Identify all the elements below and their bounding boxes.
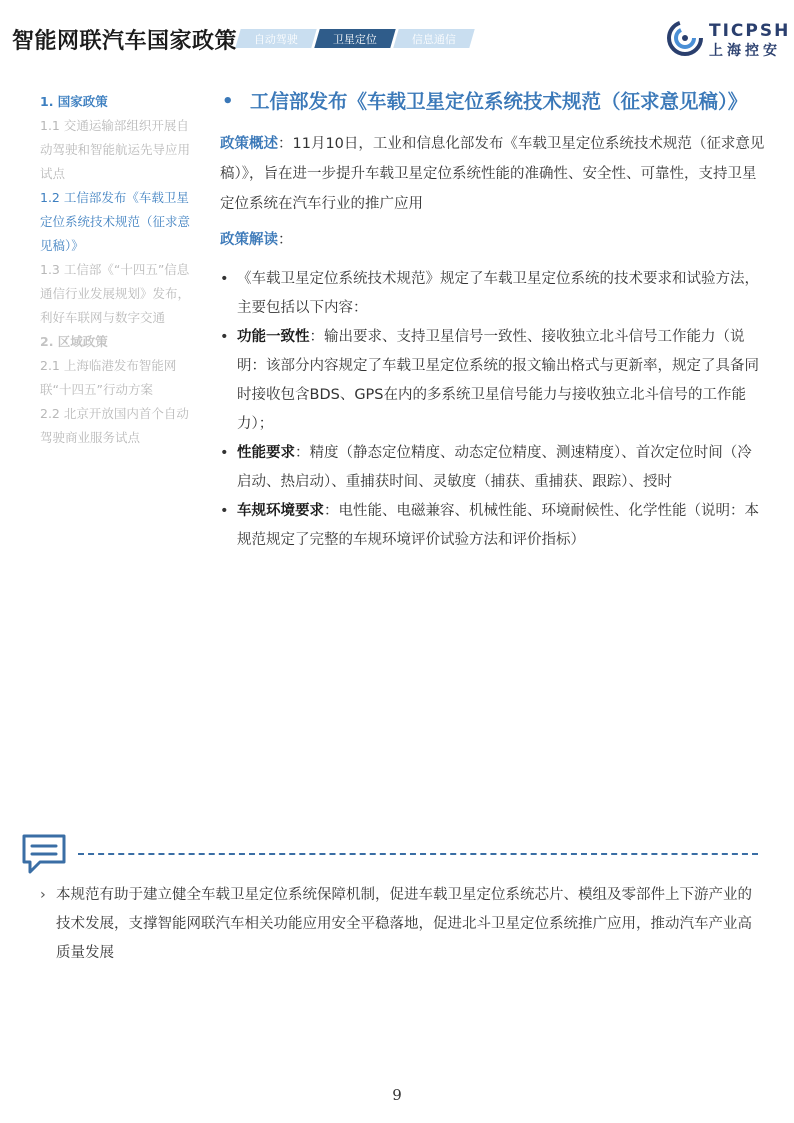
interpretation-label: 政策解读 xyxy=(220,232,278,248)
tab-information-communication[interactable] xyxy=(393,29,474,48)
toc-item-2-2[interactable]: 2.2 北京开放国内首个自动驾驶商业服务试点 xyxy=(40,406,189,445)
list-item xyxy=(220,265,765,323)
bullet-colon: ： xyxy=(295,445,310,461)
page-number: 9 xyxy=(392,1086,402,1104)
title-bullet-icon: • xyxy=(222,91,234,112)
page-header-title: 智能网联汽车国家政策 xyxy=(12,29,238,54)
company-logo xyxy=(667,18,791,59)
bullet-text: 精度（静态定位精度、动态定位精度、测速精度）、首次定位时间（冷启动、热启动）、重捕获时间、灵敏度（捕获、重捕获、跟踪）、授时 xyxy=(237,445,752,490)
summary-text: 本规范有助于建立健全车载卫星定位系统保障机制，促进车载卫星定位系统芯片、模组及零部件上下游产业的技术发展，支撑智能网联汽车相关功能应用安全平稳落地，促进北斗卫星定位系统推广应用，推动汽车产业高质量发展 xyxy=(56,887,752,961)
summary-item xyxy=(40,881,765,968)
bullet-bold: 功能一致性 xyxy=(237,329,310,345)
bullet-icon: • xyxy=(220,329,229,345)
article-title xyxy=(220,88,765,115)
sidebar-toc xyxy=(40,90,200,450)
toc-item-1-1[interactable]: 1.1 交通运输部组织开展自动驾驶和智能航运先导应用试点 xyxy=(40,118,191,181)
tab-label: 卫星定位 xyxy=(333,32,377,46)
summary-box xyxy=(40,881,765,968)
section-divider xyxy=(78,853,758,855)
tab-satellite-positioning[interactable] xyxy=(314,29,395,48)
tab-label: 信息通信 xyxy=(412,32,456,46)
policy-overview xyxy=(220,129,765,219)
label-colon: ： xyxy=(278,136,293,152)
bullet-colon: ： xyxy=(309,329,324,345)
chevron-right-icon: › xyxy=(40,887,46,903)
bullet-text: 《车载卫星定位系统技术规范》规定了车载卫星定位系统的技术要求和试验方法，主要包括以下内容： xyxy=(237,271,759,316)
tab-label: 自动驾驶 xyxy=(254,32,298,46)
bullet-bold: 车规环境要求 xyxy=(237,503,324,519)
toc-section-regional-policy[interactable]: 2. 区域政策 xyxy=(40,334,108,349)
bullet-icon: • xyxy=(220,503,229,519)
bullet-icon: • xyxy=(220,271,229,287)
logo-name: TICPSH xyxy=(709,21,791,41)
list-item xyxy=(220,323,765,439)
toc-item-1-2[interactable]: 1.2 工信部发布《车载卫星定位系统技术规范（征求意见稿）》 xyxy=(40,190,191,253)
category-tabs xyxy=(238,29,475,48)
bullet-icon: • xyxy=(220,445,229,461)
overview-label: 政策概述 xyxy=(220,136,278,152)
overview-text: 11月10日，工业和信息化部发布《车载卫星定位系统技术规范（征求意见稿）》，旨在进一步提升车载卫星定位系统性能的准确性、安全性、可靠性，支持卫星定位系统在汽车行业的推广应用 xyxy=(220,136,765,212)
label-colon: ： xyxy=(278,232,293,248)
article-title-text: 工信部发布《车载卫星定位系统技术规范（征求意见稿）》 xyxy=(250,90,748,113)
logo-subtitle: 上海控安 xyxy=(709,43,781,59)
main-content xyxy=(220,88,765,555)
list-item xyxy=(220,497,765,555)
toc-section-national-policy[interactable]: 1. 国家政策 xyxy=(40,94,108,109)
bullet-bold: 性能要求 xyxy=(237,445,295,461)
policy-interpretation-heading xyxy=(220,225,765,255)
bullet-colon: ： xyxy=(324,503,339,519)
interpretation-list xyxy=(220,265,765,555)
toc-item-2-1[interactable]: 2.1 上海临港发布智能网联“十四五”行动方案 xyxy=(40,358,177,397)
list-item xyxy=(220,439,765,497)
toc-item-1-3[interactable]: 1.3 工信部《“十四五”信息通信行业发展规划》发布，利好车联网与数字交通 xyxy=(40,262,191,325)
comment-icon xyxy=(20,832,70,876)
bullet-text: 输出要求、支持卫星信号一致性、接收独立北斗信号工作能力（说明：该部分内容规定了车载卫星定位系统的报文输出格式与更新率，规定了具备同时接收包含BDS、GPS在内的多系统卫星信号能力与接收独立北斗信号的工作能力）； xyxy=(237,329,759,432)
logo-swirl-icon xyxy=(667,20,703,56)
tab-autonomous-driving[interactable] xyxy=(235,29,316,48)
bullet-text: 电性能、电磁兼容、机械性能、环境耐候性、化学性能（说明：本规范规定了完整的车规环境评价试验方法和评价指标） xyxy=(237,503,759,548)
